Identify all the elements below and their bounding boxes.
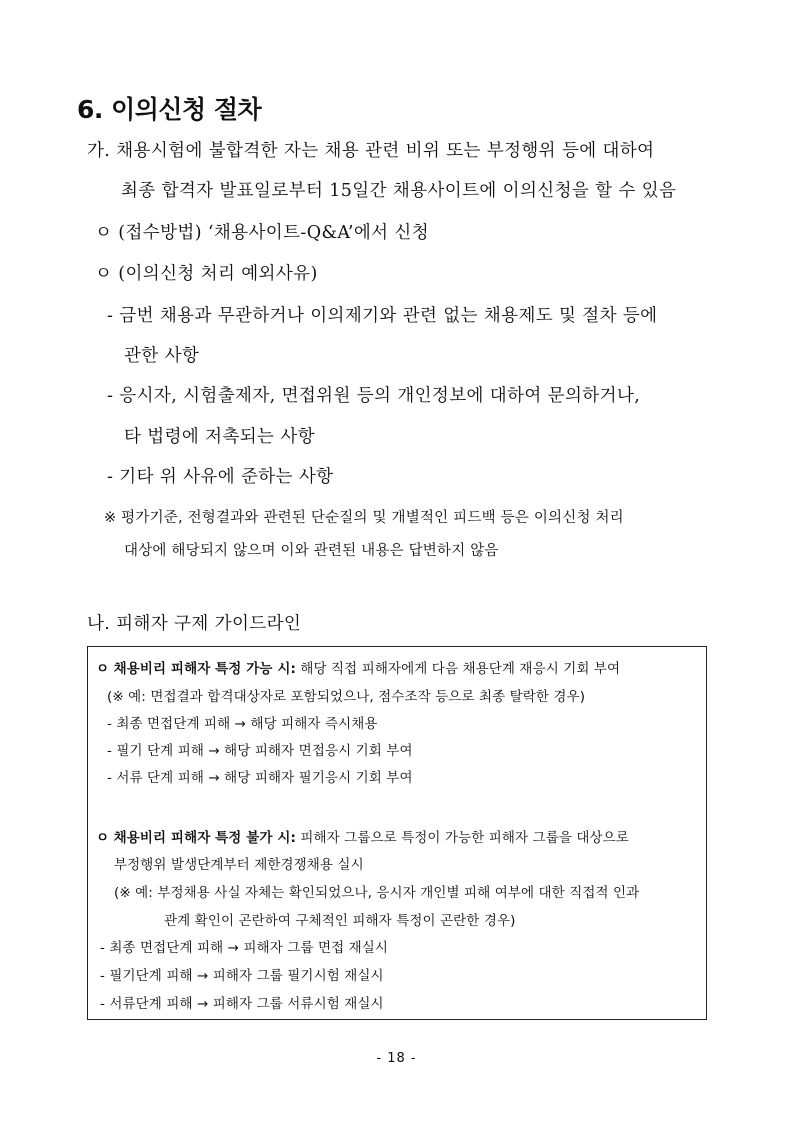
exception-item2-line2: 타 법령에 저촉되는 사항	[124, 427, 315, 447]
exception-title: ㅇ (이의신청 처리 예외사유)	[95, 264, 318, 284]
case1-desc: 해당 직접 피해자에게 다음 채용단계 재응시 기회 부여	[300, 661, 621, 677]
case2-example-line1: (※ 예: 부정채용 사실 자체는 확인되었으나, 응시자 개인별 피해 여부에 대한 직접적 인과	[114, 885, 640, 901]
case2-item-1: - 최종 면접단계 피해 → 피해자 그룹 면접 재실시	[100, 940, 389, 956]
submission-method: ㅇ (접수방법) ‘채용사이트-Q&A’에서 신청	[95, 223, 430, 243]
exception-item2-line1: - 응시자, 시험출제자, 면접위원 등의 개인정보에 대하여 문의하거나,	[107, 386, 641, 406]
case1-item-3: - 서류 단계 피해 → 해당 피해자 필기응시 기회 부여	[107, 770, 413, 786]
section-na-title: 나. 피해자 구제 가이드라인	[87, 614, 302, 634]
case2-desc-line2: 부정행위 발생단계부터 제한경쟁채용 실시	[114, 857, 364, 873]
exception-note-line2: 대상에 해당되지 않으며 이와 관련된 내용은 답변하지 않음	[124, 543, 499, 559]
victim-relief-guideline-box	[87, 646, 707, 1020]
case1-label: 채용비리 피해자 특정 가능 시:	[113, 661, 296, 677]
case1-bullet: ㅇ	[96, 661, 110, 677]
case2-bullet: ㅇ	[96, 830, 110, 846]
case2-example-line2: 관계 확인이 곤란하여 구체적인 피해자 특정이 곤란한 경우)	[164, 913, 516, 929]
case2-desc: 피해자 그룹으로 특정이 가능한 피해자 그룹을 대상으로	[300, 830, 629, 846]
case1-example: (※ 예: 면접결과 합격대상자로 포함되었으나, 점수조작 등으로 최종 탈락한 경우)	[107, 689, 586, 705]
case2-label: 채용비리 피해자 특정 불가 시:	[113, 830, 296, 846]
case2-item-3: - 서류단계 피해 → 피해자 그룹 서류시험 재실시	[100, 996, 384, 1012]
case1-heading	[96, 657, 620, 677]
case2-heading	[96, 826, 629, 846]
exception-item3: - 기타 위 사유에 준하는 사항	[107, 467, 334, 487]
section-heading: 6. 이의신청 절차	[77, 95, 262, 124]
case1-item-1: - 최종 면접단계 피해 → 해당 피해자 즉시채용	[107, 716, 378, 732]
case2-item-2: - 필기단계 피해 → 피해자 그룹 필기시험 재실시	[100, 968, 384, 984]
case1-item-2: - 필기 단계 피해 → 해당 피해자 면접응시 기회 부여	[107, 743, 413, 759]
section-ga-line1: 가. 채용시험에 불합격한 자는 채용 관련 비위 또는 부정행위 등에 대하여	[87, 141, 655, 161]
section-ga-line2: 최종 합격자 발표일로부터 15일간 채용사이트에 이의신청을 할 수 있음	[121, 181, 677, 201]
exception-item1-line2: 관한 사항	[124, 346, 200, 366]
exception-item1-line1: - 금번 채용과 무관하거나 이의제기와 관련 없는 채용제도 및 절차 등에	[107, 306, 658, 326]
page-number: - 18 -	[376, 1051, 417, 1066]
exception-note-line1: ※ 평가기준, 전형결과와 관련된 단순질의 및 개별적인 피드백 등은 이의신청 처리	[104, 510, 624, 526]
